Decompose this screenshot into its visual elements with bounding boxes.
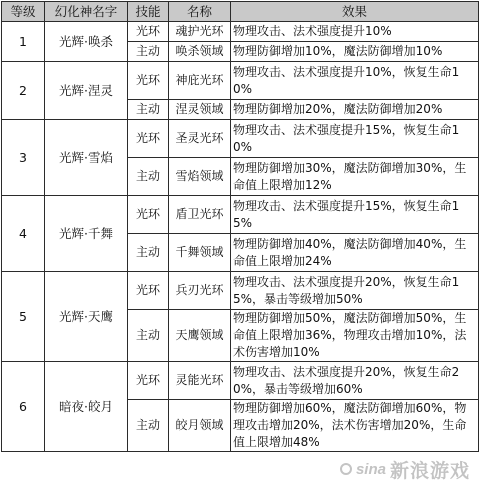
skill-type-cell: 主动 (128, 234, 169, 272)
transform-name-cell: 暗夜·皎月 (45, 362, 128, 452)
level-cell: 4 (2, 196, 45, 272)
transform-name-cell: 光辉·雪焰 (45, 120, 128, 196)
watermark-chinese-text: 新浪游戏 (389, 459, 470, 482)
skill-type-cell: 光环 (128, 62, 169, 100)
table-row (2, 362, 479, 400)
transform-name-cell: 光辉·千舞 (45, 196, 128, 272)
skill-type-cell: 主动 (128, 42, 169, 62)
level-cell: 3 (2, 120, 45, 196)
sina-eye-logo-icon (340, 463, 352, 475)
effect-cell: 物理攻击、法术强度提升15%，恢复生命15% (231, 196, 479, 234)
header-level: 等级 (2, 2, 45, 22)
level-cell: 2 (2, 62, 45, 120)
effect-cell: 物理攻击、法术强度提升15%，恢复生命10% (231, 120, 479, 158)
transform-name-cell: 光辉·唤杀 (45, 22, 128, 62)
table-row (2, 272, 479, 310)
skill-name-cell: 圣灵光环 (169, 120, 231, 158)
watermark-latin-text: sina (355, 460, 386, 478)
effect-cell: 物理防御增加30%，魔法防御增加30%，生命值上限增加12% (231, 158, 479, 196)
skill-type-cell: 光环 (128, 272, 169, 310)
level-cell: 6 (2, 362, 45, 452)
header-effect: 效果 (231, 2, 479, 22)
effect-cell: 物理防御增加60%，魔法防御增加60%，物理攻击增加20%，法术伤害增加20%，生命值上限增加48% (231, 400, 479, 452)
effect-cell: 物理防御增加20%，魔法防御增加20% (231, 100, 479, 120)
table-row (2, 196, 479, 234)
table-row (2, 62, 479, 100)
skill-type-cell: 光环 (128, 22, 169, 42)
header-skill-type: 技能 (128, 2, 169, 22)
skill-name-cell: 天鹰领域 (169, 310, 231, 362)
effect-cell: 物理攻击、法术强度提升10%，恢复生命10% (231, 62, 479, 100)
sina-watermark (340, 456, 470, 482)
level-cell: 5 (2, 272, 45, 362)
table-row (2, 120, 479, 158)
skill-table (1, 1, 479, 452)
level-cell: 1 (2, 22, 45, 62)
skill-type-cell: 光环 (128, 196, 169, 234)
skill-name-cell: 魂护光环 (169, 22, 231, 42)
table-row (2, 22, 479, 42)
transform-name-cell: 光辉·涅灵 (45, 62, 128, 120)
skill-type-cell: 光环 (128, 362, 169, 400)
transform-name-cell: 光辉·天鹰 (45, 272, 128, 362)
skill-type-cell: 主动 (128, 100, 169, 120)
effect-cell: 物理攻击、法术强度提升20%，恢复生命20%，暴击等级增加60% (231, 362, 479, 400)
skill-name-cell: 盾卫光环 (169, 196, 231, 234)
skill-type-cell: 光环 (128, 120, 169, 158)
skill-name-cell: 灵能光环 (169, 362, 231, 400)
header-skill-name: 名称 (169, 2, 231, 22)
effect-cell: 物理防御增加40%，魔法防御增加40%，生命值上限增加24% (231, 234, 479, 272)
skill-name-cell: 千舞领域 (169, 234, 231, 272)
effect-cell: 物理防御增加10%，魔法防御增加10% (231, 42, 479, 62)
effect-cell: 物理攻击、法术强度提升20%，恢复生命15%，暴击等级增加50% (231, 272, 479, 310)
skill-type-cell: 主动 (128, 158, 169, 196)
skill-type-cell: 主动 (128, 310, 169, 362)
skill-type-cell: 主动 (128, 400, 169, 452)
skill-name-cell: 涅灵领域 (169, 100, 231, 120)
skill-name-cell: 皎月领域 (169, 400, 231, 452)
header-name: 幻化神名字 (45, 2, 128, 22)
effect-cell: 物理防御增加50%，魔法防御增加50%，生命值上限增加36%，物理攻击增加10%，法术伤害增加10% (231, 310, 479, 362)
skill-name-cell: 雪焰领域 (169, 158, 231, 196)
skill-name-cell: 兵刃光环 (169, 272, 231, 310)
skill-name-cell: 唤杀领域 (169, 42, 231, 62)
skill-name-cell: 神庇光环 (169, 62, 231, 100)
header-row (2, 2, 479, 22)
effect-cell: 物理攻击、法术强度提升10% (231, 22, 479, 42)
